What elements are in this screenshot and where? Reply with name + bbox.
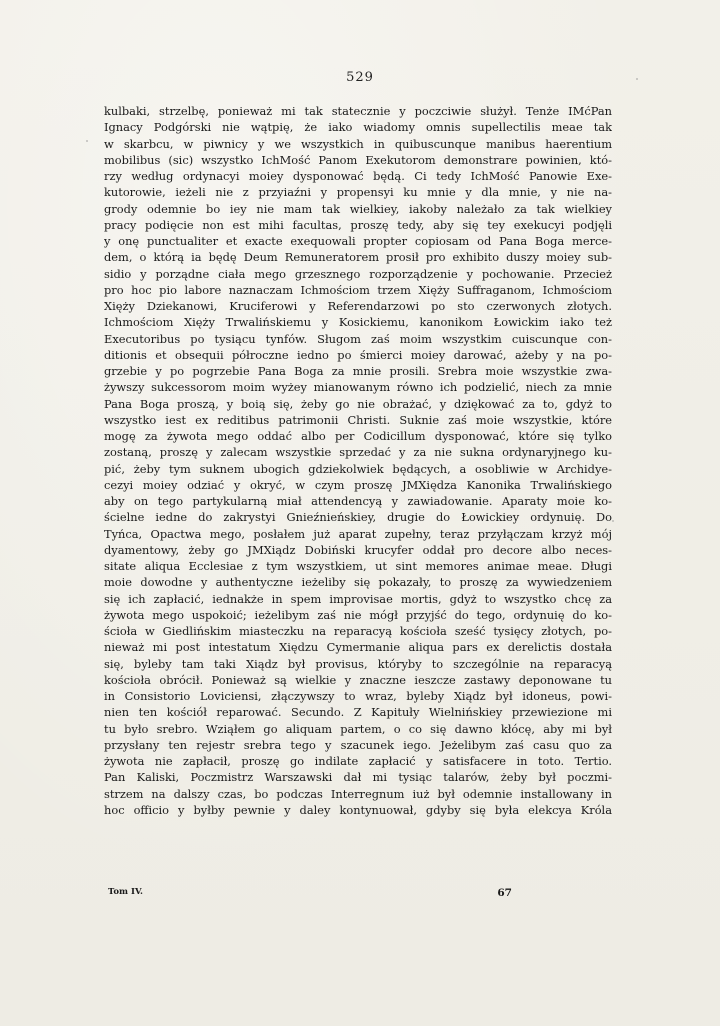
text-line: Tyńca, Opactwa mego, posłałem już aparat zupełny, teraz przyłączam krzyż mój	[104, 526, 612, 541]
text-line: Pana Boga proszą, y boią się, żeby go nie obrażać, y dziękować za to, gdyż to	[104, 396, 612, 411]
text-line: strzem na dalszy czas, bo podczas Interregnum iuż był odemnie installowany in	[104, 786, 612, 801]
text-line: moie dowodne y authentyczne ieżeliby się pokazały, to proszę za wywiedzeniem	[104, 575, 612, 590]
text-line: zostaną, proszę y zalecam wszystkie sprzedać y za nie sukna ordynaryjnego ku-	[104, 445, 612, 460]
text-line: nieważ mi post intestatum Xiędzu Cymermanie aliqua pars ex derelictis dostała	[104, 640, 612, 655]
text-line: się ich zapłacić, iednakże in spem improvisae mortis, gdyż to wszystko chcę za	[104, 591, 612, 606]
text-line: sidio y porządne ciała mego grzesznego rozporządzenie y pochowanie. Przecież	[104, 266, 612, 281]
text-line: się, byleby tam taki Xiądz był provisus, któryby to szczególnie na reparacyą	[104, 656, 612, 671]
text-line: ditionis et obsequii półroczne iedno po śmierci moiey darować, ażeby y na po-	[104, 347, 612, 362]
text-line: ścioła w Giedlińskim miasteczku na reparacyą kościoła sześć tysięcy złotych, po-	[104, 624, 612, 638]
body-text	[104, 103, 612, 818]
text-line: ścielne iedne do zakrystyi Gnieźnieńskiey, drugie do Łowickiey ordynuię. Do	[104, 510, 612, 525]
text-line: kulbaki, strzelbę, ponieważ mi tak statecznie y poczciwie służył. Tenże IMćPan	[104, 104, 612, 118]
text-line: mogę za żywota mego oddać albo per Codicillum dysponować, które się tylko	[104, 429, 612, 443]
text-line: tu było srebro. Wziąłem go aliquam partem, o co się dawno kłócę, aby mi był	[104, 721, 612, 736]
text-line: w skarbcu, w piwnicy y we wszystkich in quibuscunque manibus haerentium	[104, 136, 612, 151]
text-line: nien ten kościół reparować. Secundo. Z Kapituły Wielnińskiey przewiezione mi	[104, 705, 612, 720]
scan-speck	[636, 78, 638, 80]
text-line: dem, o którą ia będę Deum Remuneratorem prosił pro exhibito duszy moiey sub-	[104, 250, 612, 265]
volume-label: Tom IV.	[108, 887, 144, 897]
text-line: grody odemnie bo iey nie mam tak wielkiey, iakoby należało za tak wielkiey	[104, 201, 612, 216]
text-line: rzy według ordynacyi moiey dysponować będą. Ci tedy IchMość Panowie Exe-	[104, 169, 612, 183]
text-line: kościoła obrócił. Ponieważ są wielkie y znaczne ieszcze zastawy deponowane tu	[104, 672, 612, 687]
text-line: żywota nie zapłacił, proszę go indilate zapłacić y satisfacere in toto. Tertio.	[104, 754, 612, 768]
text-line: pro hoc pio labore naznaczam Ichmościom trzem Xięży Suffraganom, Ichmościom	[104, 282, 612, 297]
text-line: cezyi moiey odziać y okryć, w czym proszę JMXiędza Kanonika Trwalińskiego	[104, 477, 612, 492]
text-line: hoc officio y byłby pewnie y daley kontynuował, gdyby się była elekcya Króla	[104, 802, 612, 817]
page-footer	[108, 887, 512, 903]
text-line: mobilibus (sic) wszystko IchMość Panom Exekutorom demonstrare powinien, któ-	[104, 152, 612, 167]
text-line: aby on tego partykularną miał attendencyą y zawiadowanie. Aparaty moie ko-	[104, 494, 612, 508]
page-number: 529	[346, 70, 374, 85]
text-line: żywszy sukcessorom moim wyżey mianowanym równo ich podzielić, niech za mnie	[104, 380, 612, 395]
signature-mark: 67	[497, 887, 512, 899]
scan-speck	[86, 140, 88, 142]
text-line: pić, żeby tym suknem ubogich gdziekolwiek będących, a osobliwie w Archidye-	[104, 461, 612, 476]
scan-speck	[612, 520, 614, 522]
text-line: wszystko iest ex reditibus patrimonii Christi. Suknie zaś moie wszystkie, które	[104, 412, 612, 427]
text-line: pracy podięcie non est mihi facultas, proszę tedy, aby się tey exekucyi podjęli	[104, 217, 612, 232]
text-line: Ichmościom Xięży Trwalińskiemu y Kosickiemu, kanonikom Łowickim iako też	[104, 315, 612, 330]
text-line: y onę punctualiter et exacte exequowali propter copiosam od Pana Boga merce-	[104, 234, 612, 248]
text-line: kutorowie, ieżeli nie z przyiaźni y propensyi ku mnie y dla mnie, y nie na-	[104, 185, 612, 200]
text-line: grzebie y po pogrzebie Pana Boga za mnie prosili. Srebra moie wszystkie zwa-	[104, 364, 612, 378]
text-line: sitate aliqua Ecclesiae z tym wszystkiem, ut sint memores animae meae. Długi	[104, 559, 612, 573]
text-line: Pan Kaliski, Poczmistrz Warszawski dał mi tysiąc talarów, żeby był poczmi-	[104, 770, 612, 785]
text-line: przysłany ten rejestr srebra tego y szacunek iego. Jeżelibym zaś casu quo za	[104, 737, 612, 752]
text-line: żywota mego uspokoić; ieżelibym zaś nie mógł przyjść do tego, ordynuię do ko-	[104, 607, 612, 622]
text-line: Executoribus po tysiącu tynfów. Sługom zaś moim wszystkim cuiscunque con-	[104, 331, 612, 346]
text-line: dyamentowy, żeby go JMXiądz Dobiński krucyfer oddał pro decore albo neces-	[104, 542, 612, 557]
text-line: in Consistorio Loviciensi, złączywszy to wraz, byleby Xiądz był idoneus, powi-	[104, 689, 612, 703]
text-line: Ignacy Podgórski nie wątpię, że iako wiadomy omnis supellectilis meae tak	[104, 120, 612, 135]
text-line: Xięży Dziekanowi, Kruciferowi y Referendarzowi po sto czerwonych złotych.	[104, 299, 612, 313]
